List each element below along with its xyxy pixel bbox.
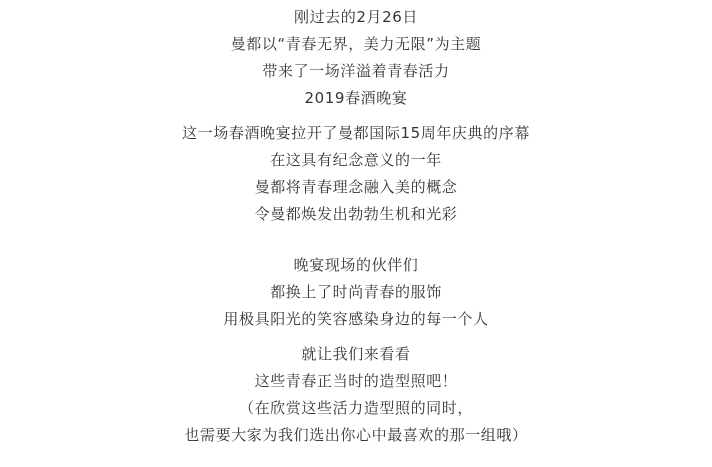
- text-line: （在欣赏这些活力造型照的同时，: [238, 399, 473, 417]
- paragraph-partners: [0, 252, 712, 333]
- article-body: [0, 4, 712, 449]
- text-line: 在这具有纪念意义的一年: [270, 151, 442, 169]
- text-line: 2019春酒晚宴: [304, 89, 408, 107]
- text-line: 就让我们来看看: [301, 345, 411, 363]
- text-line: 曼都以“青春无界，美力无限”为主题: [230, 35, 482, 53]
- text-line: 令曼都焕发出勃勃生机和光彩: [254, 205, 458, 223]
- text-line: 晚宴现场的伙伴们: [293, 256, 419, 274]
- text-line: 这些青春正当时的造型照吧！: [254, 372, 458, 390]
- text-line: 这一场春酒晚宴拉开了曼都国际15周年庆典的序幕: [182, 124, 530, 142]
- text-line: 刚过去的2月26日: [293, 8, 419, 26]
- text-line: 也需要大家为我们选出你心中最喜欢的那一组哦）: [184, 426, 528, 444]
- text-line: 都换上了时尚青春的服饰: [270, 283, 442, 301]
- text-line: 带来了一场洋溢着青春活力: [262, 62, 450, 80]
- paragraph-anniversary: [0, 120, 712, 228]
- paragraph-spacer: [0, 228, 712, 252]
- paragraph-spacer: [0, 112, 712, 120]
- text-line: 曼都将青春理念融入美的概念: [254, 178, 458, 196]
- paragraph-event-intro: [0, 4, 712, 112]
- paragraph-spacer: [0, 333, 712, 341]
- text-line: 用极具阳光的笑容感染身边的每一个人: [223, 310, 489, 328]
- paragraph-photo-call: [0, 341, 712, 449]
